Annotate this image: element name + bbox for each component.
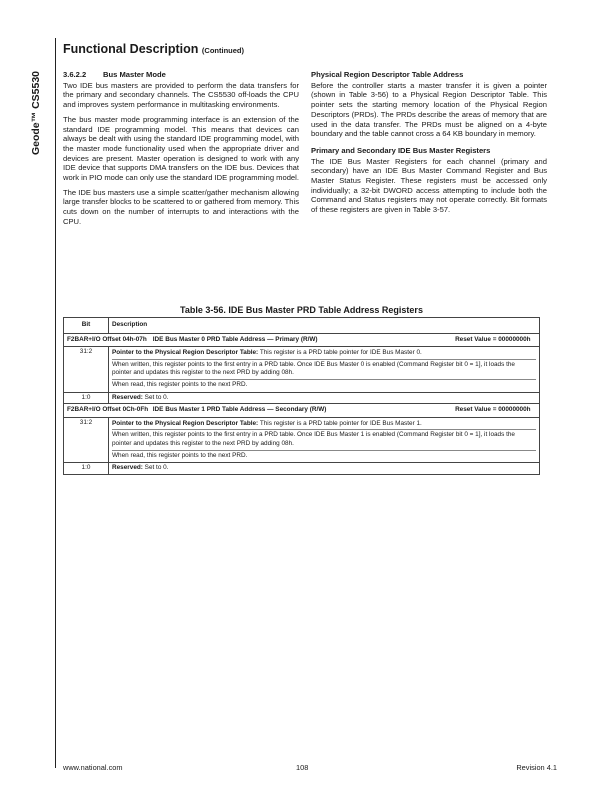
bit-description: [109, 347, 540, 392]
section-title-text: Functional Description: [63, 42, 199, 56]
paragraph: The IDE Bus Master Registers for each channel (primary and secondary) have an IDE Bus Master Command Register and Bus Master Status Register. These registers must be accessed only individually; a 32-bit DWORD access attempting to include both the Command and Status registers may not operate correctly. Bit formats of these registers are given in Table 3-57.: [311, 156, 547, 215]
footer-url: www.national.com: [63, 763, 123, 772]
right-column: [311, 70, 547, 220]
write-behavior: When written, this register points to the first entry in a PRD table. Once IDE Bus Master 0 is enabled (Command Register bit 0 = 1], it loads the pointer and updates this register to the next PRD by adding 08h.: [112, 359, 536, 379]
paragraph: Before the controller starts a master transfer it is given a pointer (shown in Table 3-56) to a Physical Region Descriptor Table. This pointer sets the starting memory location of the Physical Region Descriptors (PRDs). The PRDs describe the areas of memory that are used in the data transfer. The PRDs must be aligned on a 4-byte boundary and the table cannot cross a 64 KB boundary in memory.: [311, 80, 547, 139]
bit-range: 31:2: [64, 417, 109, 462]
paragraph: Two IDE bus masters are provided to perform the data transfers for the primary and secondary channels. The CS5530 off-loads the CPU and improves system performance in multitasking environments.: [63, 80, 299, 110]
table-header-row: [64, 318, 540, 334]
subsection-heading: [63, 70, 299, 80]
bit-range: 1:0: [64, 463, 109, 475]
left-column: [63, 70, 299, 232]
bit-range: 31:2: [64, 347, 109, 392]
subsection-title: Bus Master Mode: [103, 70, 166, 79]
footer-revision: Revision 4.1: [516, 763, 557, 772]
section-title-continued: (Continued): [201, 46, 244, 55]
section-title: [63, 42, 244, 56]
table-row: [64, 347, 540, 392]
register-name: IDE Bus Master 1 PRD Table Address — Secondary (R/W): [152, 406, 327, 414]
write-behavior: When written, this register points to the first entry in a PRD table. Once IDE Bus Master 1 is enabled (Command Register bit 0 = 1], it loads the pointer and updates this register to the next PRD by adding 08h.: [112, 429, 536, 449]
paragraph: The bus master mode programming interface is an extension of the standard IDE programming model. This means that devices can always be dealt with using the standard IDE programming model, with the master mode functionality used when the appropriate driver and devices are present. Master operation is designed to work with any IDE device that supports DMA transfers on the IDE bus. Devices that work in PIO mode can only use the standard IDE programming model.: [63, 114, 299, 183]
bit-range: 1:0: [64, 392, 109, 404]
register-reset-value: Reset Value = 00000000h: [455, 335, 531, 343]
product-name: Geode™ CS5530: [30, 70, 42, 156]
pointer-description: Pointer to the Physical Region Descriptor Table: This register is a PRD table pointer for IDE Bus Master 0.: [112, 349, 422, 357]
table-caption: Table 3-56. IDE Bus Master PRD Table Address Registers: [180, 305, 423, 315]
bit-description: Reserved: Set to 0.: [109, 463, 540, 475]
read-behavior: When read, this register points to the next PRD.: [112, 379, 536, 391]
table-row: [64, 392, 540, 404]
register-offset: F2BAR+I/O Offset 0Ch-0Fh: [67, 406, 149, 414]
read-behavior: When read, this register points to the next PRD.: [112, 450, 536, 462]
register-table: [63, 317, 540, 475]
header-description: Description: [109, 318, 540, 334]
footer-page-number: 108: [296, 763, 309, 772]
table-row: [64, 463, 540, 475]
sidebar-product-label: [28, 38, 44, 188]
subsection-number: 3.6.2.2: [63, 70, 87, 79]
register-reset-value: Reset Value = 00000000h: [455, 406, 531, 414]
bit-description: [109, 417, 540, 462]
header-bit: Bit: [64, 318, 109, 334]
register-offset: F2BAR+I/O Offset 04h-07h: [67, 335, 147, 343]
vertical-rule: [55, 38, 56, 768]
bit-description: Reserved: Set to 0.: [109, 392, 540, 404]
prd-heading: Physical Region Descriptor Table Address: [311, 70, 464, 79]
register-title-row: [64, 404, 540, 418]
pointer-description: Pointer to the Physical Region Descriptor Table: This register is a PRD table pointer for IDE Bus Master 1.: [112, 419, 422, 427]
register-title-row: [64, 333, 540, 347]
registers-heading: Primary and Secondary IDE Bus Master Registers: [311, 145, 491, 155]
register-name: IDE Bus Master 0 PRD Table Address — Primary (R/W): [152, 335, 318, 343]
table-row: [64, 417, 540, 462]
paragraph: The IDE bus masters use a simple scatter/gather mechanism allowing large transfer blocks to be scattered to or gathered from memory. This cuts down on the number of interrupts to and interactions with the CPU.: [63, 187, 299, 226]
